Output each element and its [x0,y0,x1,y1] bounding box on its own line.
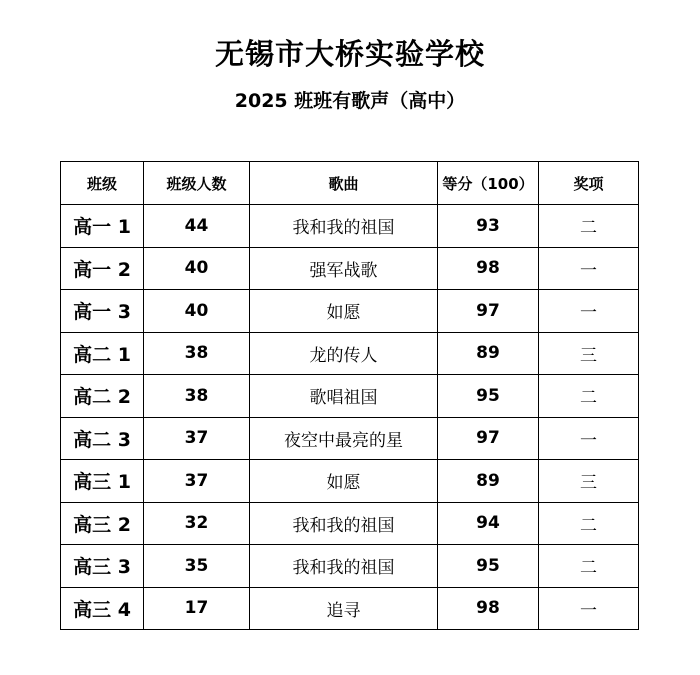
table-row [61,290,639,333]
cell-award: 三 [539,332,639,375]
table-header-row [61,162,639,205]
cell-class: 高一 1 [61,205,144,248]
cell-student-count: 32 [144,502,250,545]
cell-class: 高二 2 [61,375,144,418]
cell-score: 95 [438,545,539,588]
cell-class: 高三 4 [61,587,144,630]
cell-class: 高一 3 [61,290,144,333]
cell-song: 如愿 [250,460,438,503]
cell-class: 高二 3 [61,417,144,460]
cell-class: 高三 3 [61,545,144,588]
cell-song: 强军战歌 [250,247,438,290]
header-score: 等分（100） [438,162,539,205]
cell-song: 我和我的祖国 [250,545,438,588]
cell-song: 我和我的祖国 [250,502,438,545]
cell-student-count: 17 [144,587,250,630]
cell-score: 97 [438,290,539,333]
table-row [61,417,639,460]
table-row [61,545,639,588]
cell-award: 一 [539,417,639,460]
header-student-count: 班级人数 [144,162,250,205]
cell-song: 龙的传人 [250,332,438,375]
cell-award: 二 [539,375,639,418]
table-row [61,205,639,248]
cell-student-count: 44 [144,205,250,248]
table-row [61,332,639,375]
cell-award: 一 [539,247,639,290]
header-award: 奖项 [539,162,639,205]
cell-award: 二 [539,502,639,545]
cell-class: 高三 1 [61,460,144,503]
cell-class: 高三 2 [61,502,144,545]
cell-class: 高一 2 [61,247,144,290]
cell-song: 我和我的祖国 [250,205,438,248]
cell-score: 89 [438,332,539,375]
cell-score: 95 [438,375,539,418]
cell-student-count: 35 [144,545,250,588]
cell-award: 一 [539,290,639,333]
cell-score: 98 [438,587,539,630]
cell-class: 高二 1 [61,332,144,375]
cell-award: 一 [539,587,639,630]
score-table [60,161,639,630]
table-row [61,460,639,503]
cell-award: 二 [539,205,639,248]
header-song: 歌曲 [250,162,438,205]
cell-student-count: 37 [144,460,250,503]
cell-student-count: 38 [144,332,250,375]
cell-student-count: 40 [144,247,250,290]
document-title: 无锡市大桥实验学校 [214,37,485,71]
cell-score: 98 [438,247,539,290]
table-row [61,587,639,630]
cell-student-count: 40 [144,290,250,333]
cell-score: 93 [438,205,539,248]
table-row [61,502,639,545]
cell-song: 夜空中最亮的星 [250,417,438,460]
cell-award: 二 [539,545,639,588]
cell-score: 97 [438,417,539,460]
cell-score: 89 [438,460,539,503]
cell-score: 94 [438,502,539,545]
cell-student-count: 37 [144,417,250,460]
cell-song: 歌唱祖国 [250,375,438,418]
table-row [61,375,639,418]
cell-song: 追寻 [250,587,438,630]
document-subtitle: 2025 班班有歌声（高中） [234,90,466,112]
table-row [61,247,639,290]
cell-song: 如愿 [250,290,438,333]
header-class: 班级 [61,162,144,205]
cell-award: 三 [539,460,639,503]
cell-student-count: 38 [144,375,250,418]
